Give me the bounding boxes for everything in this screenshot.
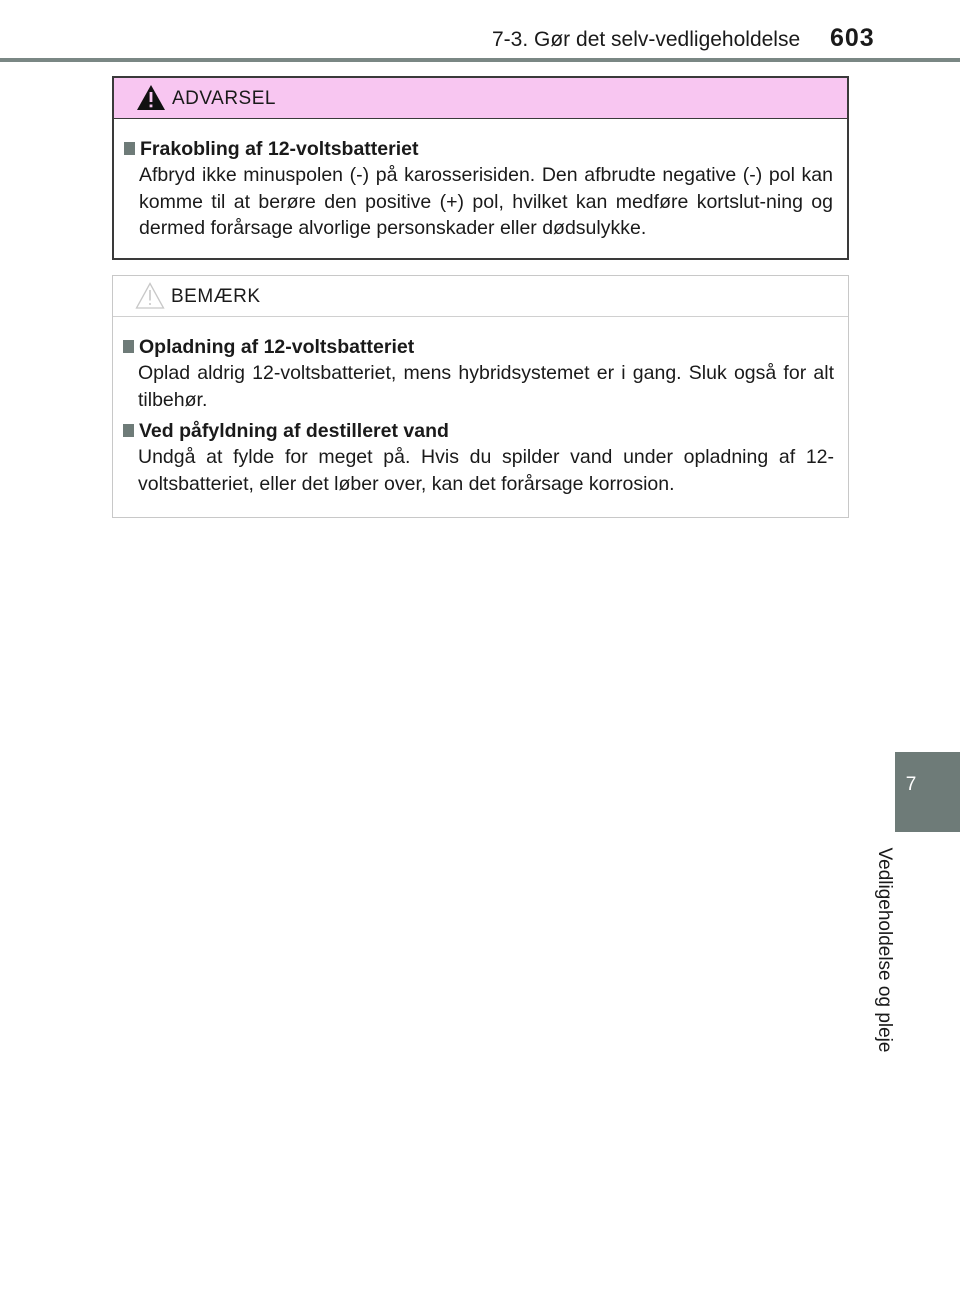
notice-box-header <box>113 276 848 317</box>
warning-box <box>112 76 849 260</box>
notice-item <box>123 418 834 497</box>
page-header <box>0 0 960 62</box>
notice-label: BEMÆRK <box>171 286 261 307</box>
notice-item-text: Oplad aldrig 12-voltsbatteriet, mens hybridsystemet er i gang. Sluk også for alt tilbehør. <box>138 362 834 411</box>
warning-label: ADVARSEL <box>172 88 276 109</box>
notice-item-title: Opladning af 12-voltsbatteriet <box>139 336 415 358</box>
notice-item-title: Ved påfyldning af destilleret vand <box>139 420 449 442</box>
warning-triangle-icon <box>136 84 166 111</box>
square-bullet-icon <box>123 340 134 353</box>
square-bullet-icon <box>124 142 135 155</box>
warning-box-header <box>114 78 847 119</box>
header-divider <box>0 58 960 62</box>
notice-triangle-icon <box>135 282 165 309</box>
section-title: 7-3. Gør det selv-vedligeholdelse <box>492 28 801 51</box>
warning-item-text: Afbryd ikke minuspolen (-) på karosserisiden. Den afbrudte negative (-) pol kan komme til at berøre den positive (+) pol, hvilket kan medføre kortslut-ning og dermed forårsage alvorlige personskader eller dødsulykke. <box>139 164 833 239</box>
chapter-title: Vedligeholdelse og pleje <box>874 847 895 1053</box>
warning-item-title: Frakobling af 12-voltsbatteriet <box>140 138 419 160</box>
notice-box <box>112 275 849 518</box>
page-number: 603 <box>830 24 875 52</box>
square-bullet-icon <box>123 424 134 437</box>
chapter-tab <box>895 752 960 832</box>
notice-item-text: Undgå at fylde for meget på. Hvis du spilder vand under opladning af 12-voltsbatteriet, eller det løber over, kan det forårsage korrosion. <box>138 446 834 495</box>
notice-item <box>123 334 834 413</box>
chapter-number: 7 <box>905 774 917 795</box>
warning-item <box>124 136 833 242</box>
